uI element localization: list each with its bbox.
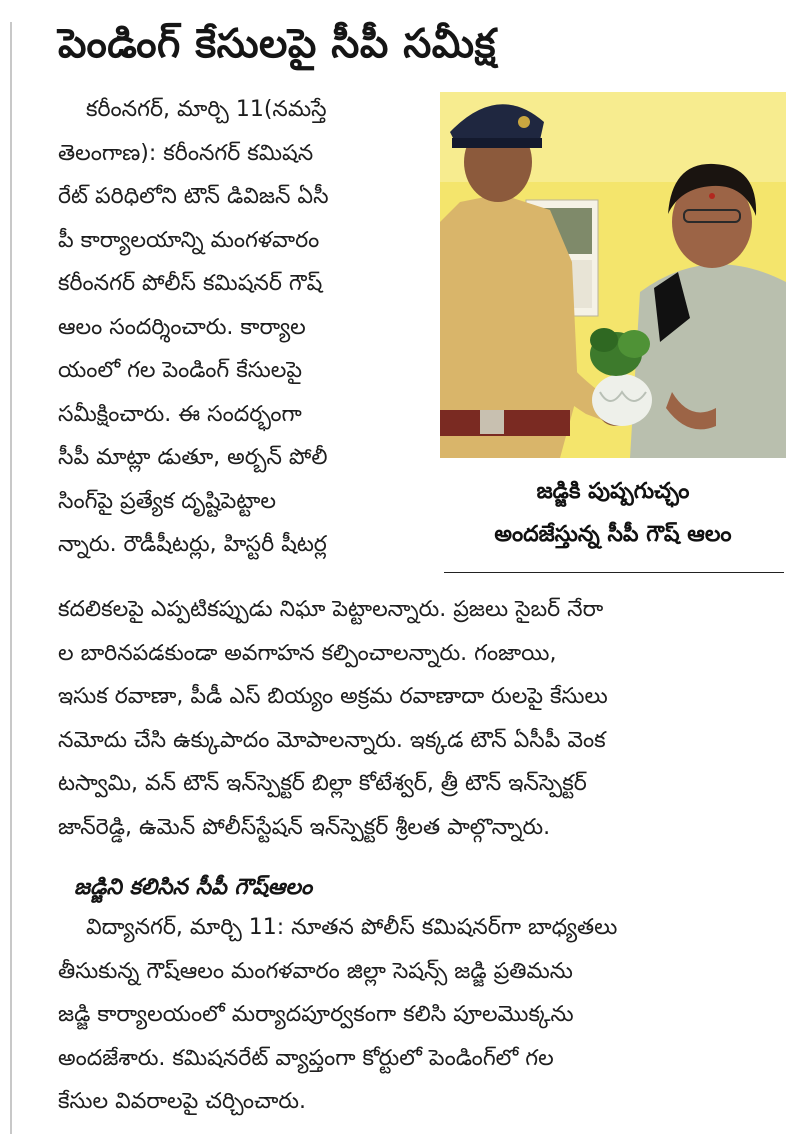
story-line: ఇసుక రవాణా, పీడీ ఎస్ బియ్యం అక్రమ రవాణాదా రులపై కేసులు (58, 684, 608, 709)
story-narrow-column (58, 88, 430, 567)
story-line: సీపీ మాట్లా డుతూ, అర్బన్ పోలీ (58, 445, 328, 470)
caption-line: అందజేస్తున్న సీపీ గౌష్ ఆలం (494, 522, 732, 547)
story-paragraph-3 (58, 906, 788, 1124)
story-line: కరీంనగర్, మార్చి 11(నమస్తే (86, 97, 327, 122)
story-line: సింగ్‌పై ప్రత్యేక దృష్టిపెట్టాల (58, 488, 276, 514)
story-line: సమీక్షించారు. ఈ సందర్భంగా (58, 401, 302, 427)
story-line: కదలికలపై ఎప్పటికప్పుడు నిఘా పెట్టాలన్నారు. ప్రజలు సైబర్ నేరా (58, 597, 604, 622)
news-photo (440, 92, 786, 458)
story-line: అందజేశారు. కమిషనరేట్ వ్యాప్తంగా కోర్టులో పెండింగ్‌లో గల (58, 1045, 554, 1071)
subheading: జడ్జిని కలిసిన సీపీ గౌష్‌ఆలం (74, 875, 313, 900)
story-wide-section (58, 588, 788, 849)
story-line: రేట్ పరిధిలోని టౌన్ డివిజన్ ఏసీ (58, 184, 329, 209)
story-line: విద్యానగర్, మార్చి 11: నూతన పోలీస్ కమిషనర్‌గా బాధ్యతలు (86, 915, 618, 940)
story-paragraph-2 (58, 588, 788, 849)
story-line: తెలంగాణ): కరీంనగర్ కమిషన (58, 140, 314, 166)
caption-line: జడ్జికి పుష్పగుచ్ఛం (536, 479, 690, 504)
story-line: జడ్జి కార్యాలయంలో మర్యాదపూర్వకంగా కలిసి పూలమొక్కను (58, 1002, 574, 1027)
story-paragraph-1 (58, 88, 430, 567)
story-line: జాన్‌రెడ్డి, ఉమెన్ పోలీస్‌స్టేషన్ ఇన్‌స్పెక్టర్ శ్రీలత పాల్గొన్నారు. (58, 814, 551, 840)
story-line: ఆలం సందర్శించారు. కార్యాల (58, 314, 306, 340)
story-line: తీసుకున్న గౌష్‌ఆలం మంగళవారం జిల్లా సెషన్స్ జడ్జి ప్రతిమను (58, 958, 573, 984)
photo-caption (440, 470, 786, 556)
story-line: కరీంనగర్ పోలీస్ కమిషనర్ గౌష్ (58, 271, 323, 296)
photo-illustration (440, 92, 786, 458)
second-story (58, 906, 788, 1124)
story-line: కేసుల వివరాలపై చర్చించారు. (58, 1089, 306, 1114)
story-line: టస్వామి, వన్ టౌన్ ఇన్‌స్పెక్టర్ బిల్లా కోటేశ్వర్, త్రీ టౌన్ ఇన్‌స్పెక్టర్ (58, 771, 587, 796)
story-line: ల బారినపడకుండా అవగాహన కల్పించాలన్నారు. గంజాయి, (58, 640, 557, 666)
caption-divider (444, 572, 784, 573)
story-line: పీ కార్యాలయాన్ని మంగళవారం (58, 227, 320, 253)
story-line: న్నారు. రౌడీషీటర్లు, హిస్టరీ షీటర్ల (58, 532, 327, 557)
story-line: నమోదు చేసి ఉక్కుపాదం మోపాలన్నారు. ఇక్కడ టౌన్ ఏసీపీ వెంక (58, 727, 606, 753)
column-rule (10, 22, 12, 1134)
story-line: యంలో గల పెండింగ్ కేసులపై (58, 358, 302, 383)
headline: పెండింగ్ కేసులపై సీపీ సమీక్ష (58, 21, 496, 67)
